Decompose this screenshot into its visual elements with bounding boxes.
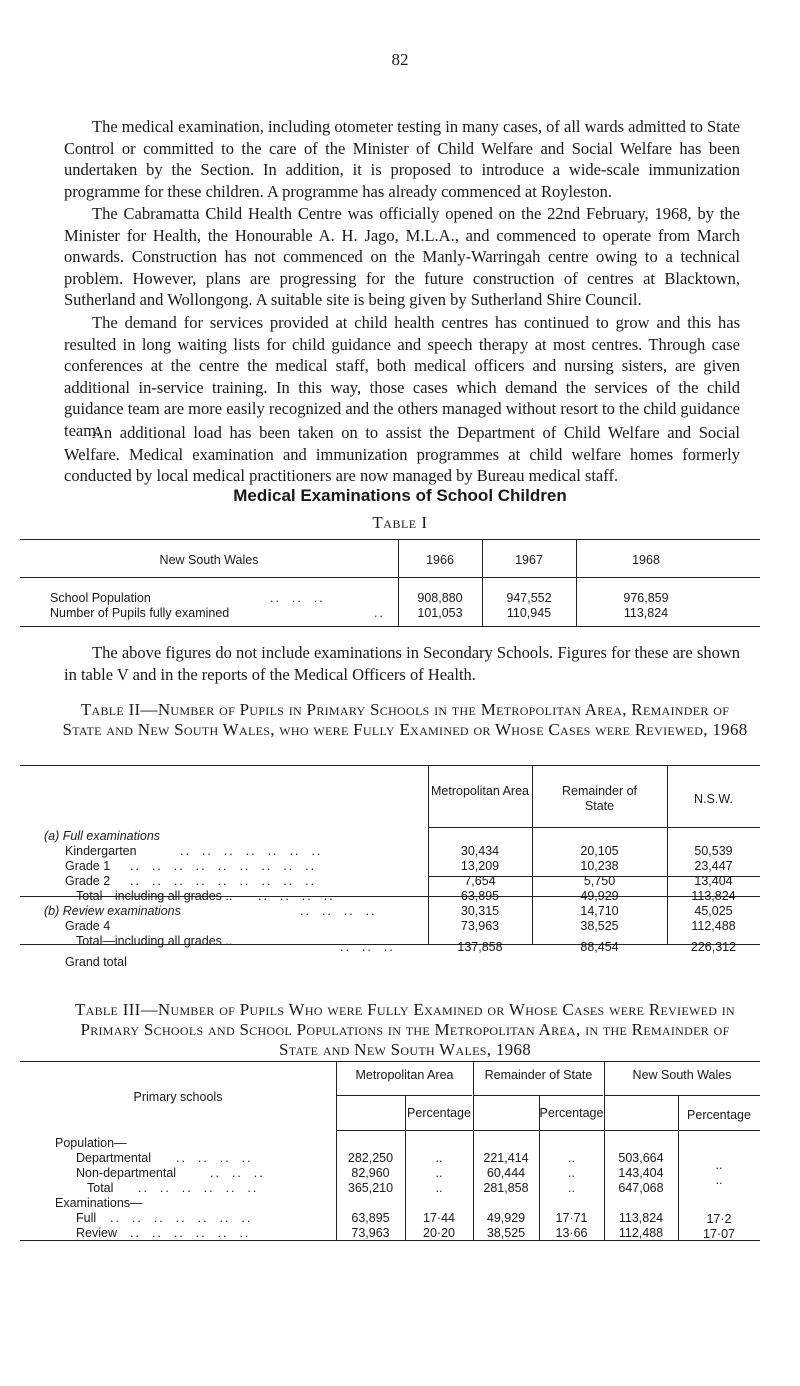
table1-note: The above figures do not include examinations in Secondary Schools. Figures for these are shown in table V and in the reports of the Medical Officers of Health. [64,643,740,684]
t2-remainder-cell: 5,750 [583,874,616,888]
t3-metro-pct: 20·20 [423,1226,455,1240]
t3-nsw-cell: 503,664 [618,1151,664,1165]
t2-nsw-cell: 13,404 [694,874,733,888]
t2-metro-cell: 30,315 [460,904,500,918]
t3-metro-cell: 365,210 [347,1181,394,1195]
t1-header-region: New South Wales [159,553,259,567]
t2-nsw-cell: 226,312 [690,940,737,954]
t1-header-1966: 1966 [426,553,454,567]
t3-label: Review [76,1226,117,1240]
t3-remainder-pct: .. [568,1181,575,1195]
t3-label: Population— [55,1136,127,1150]
t2-header-nsw: N.S.W. [694,792,733,806]
t3-metro-pct: .. [435,1151,443,1165]
t3-label: Examinations— [55,1196,143,1210]
t3-label: Full [76,1211,97,1225]
t2-label: Grade 1 [65,859,111,873]
t2-remainder-cell: 20,105 [580,844,619,858]
table3-title: Table III—Number of Pupils Who were Fully Examined or Whose Cases were Reviewed in Primary Schools and School Populations in the Metropolitan Area, in the Remainder of State and New South Wales, 1968 [74,1000,736,1059]
t2-label: Grade 4 [65,919,111,933]
t2-label: Kindergarten [65,844,137,858]
t3-pct-header: Percentage [407,1106,471,1120]
table-2: Metropolitan Area Remainder of State N.S.W. (a) Full examinations Kindergarten Grade 1 Grade 2 Total—including all grades .. (b) Review examinations Grade 4 Total—including all grades .. Grand total .. .. .. .. .. .. .. .. .. .. .. .. .. .. .. .. .. .. .. .. .. .. .. .. .. .. .. .. .. 30,434 13,209 7,654 63,895 20,105 10,238 5,750 49,929 50,539 23,447 13,404 113,824 [0,0,800,1386]
t2-remainder-cell: 10,238 [580,859,619,873]
t3-remainder-pct: .. [568,1166,575,1180]
t3-nsw-pct: .. [715,1158,723,1172]
t3-remainder-cell: 221,414 [483,1151,529,1165]
t3-nsw-cell: 113,824 [618,1211,664,1225]
t2-nsw-cell: 113,824 [691,889,736,903]
t3-metro-pct: .. [435,1181,443,1195]
t1-row-label: School Population [50,591,151,605]
t3-remainder-pct: 13·66 [555,1226,588,1240]
table2-title: Table II—Number of Pupils in Primary Schools in the Metropolitan Area, Remainder of State and New South Wales, who were Fully Examined or Whose Cases were Reviewed, 1968 [62,700,748,739]
t3-nsw-cell: 143,404 [618,1166,664,1180]
paragraph-3: The demand for services provided at child health centres has continued to grow and this has resulted in long waiting lists for child guidance and speech therapy at most centres. Through case conferences at the centre the medical staff, both medical officers and nursing sisters, are given additional in-service training. In this way, those cases which demand the services of the child guidance team are more easily recognized and the others managed without resort to the child guidance team. [64,313,740,440]
t3-label: Departmental [76,1151,152,1165]
t3-nsw-pct: 17·2 [706,1212,732,1226]
t3-group-remainder: Remainder of State [484,1068,593,1082]
table-1: New South Wales 1966 1967 1968 School Population .. .. .. Number of Pupils fully examined .. 908,880 101,053 947,552 110,945 976,859 113,824 [0,0,800,1386]
t3-remainder-cell: 38,525 [486,1226,526,1240]
t2-remainder-cell: 14,710 [580,904,619,918]
table1-title: Table I [372,513,428,532]
t3-label: Total [87,1181,114,1195]
t3-remainder-cell: 60,444 [486,1166,526,1180]
t3-remainder-pct: .. [568,1151,575,1165]
t1-cell: 976,859 [623,591,669,605]
t1-header-1967: 1967 [515,553,543,567]
t2-metro-cell: 7,654 [464,874,496,888]
t3-metro-pct: 17·44 [423,1211,455,1225]
t2-label: (a) Full examinations [44,829,161,843]
t1-cell: 947,552 [506,591,552,605]
t2-nsw-cell: 45,025 [694,904,733,918]
t2-remainder-cell: 38,525 [580,919,619,933]
t3-label: Non-departmental [76,1166,177,1180]
t2-header-metro: Metropolitan Area [431,784,529,798]
table-2-lower: 30,315 73,963 137,858 14,710 38,525 88,454 45,025 112,488 226,312 .. .. .. .. .. .. .. [0,0,800,1386]
t2-nsw-cell: 112,488 [691,919,736,933]
t3-nsw-pct: 17·07 [703,1227,735,1241]
t2-remainder-cell: 49,929 [580,889,619,903]
t3-remainder-cell: 49,929 [486,1211,526,1225]
t3-metro-cell: 282,250 [347,1151,394,1165]
section-heading: Medical Examinations of School Children [233,486,567,505]
t3-group-metro: Metropolitan Area [355,1068,454,1082]
t1-cell: 113,824 [623,606,669,620]
t2-metro-cell: 30,434 [460,844,500,858]
paragraph-1: The medical examination, including otometer testing in many cases, of all wards admitted to State Control or committed to the care of the Minister of Child Welfare and Social Welfare has been undertaken by the Section. In addition, it is proposed to introduce a wide-scale immunization programme for these children. A programme has already commenced at Royleston. [64,117,740,201]
t3-remainder-cell: 281,858 [483,1181,529,1195]
t3-metro-pct: .. [435,1166,443,1180]
t2-label: Grade 2 [65,874,111,888]
t2-label: Total—including all grades .. [76,934,233,948]
t3-metro-cell: 73,963 [351,1226,390,1240]
t3-nsw-cell: 112,488 [618,1226,664,1240]
t2-metro-cell: 137,858 [457,940,503,954]
t2-nsw-cell: 23,447 [694,859,733,873]
t1-cell: 101,053 [417,606,463,620]
page-number: 82 [391,50,409,69]
t1-cell: 110,945 [506,606,552,620]
t1-row-label: Number of Pupils fully examined [50,606,230,620]
t1-header-1968: 1968 [632,553,660,567]
t2-label: Grand total [65,955,127,969]
t3-pct-header: Percentage [687,1108,751,1122]
t3-pct-header: Percentage [539,1106,604,1120]
t2-label: (b) Review examinations [44,904,181,918]
t3-metro-cell: 63,895 [351,1211,390,1225]
t2-metro-cell: 73,963 [460,919,500,933]
t2-remainder-cell: 88,454 [580,940,619,954]
t3-remainder-pct: 17·71 [555,1211,588,1225]
t2-metro-cell: 13,209 [460,859,500,873]
paragraph-4: An additional load has been taken on to assist the Department of Child Welfare and Social Welfare. Medical examination and immunization programmes at child welfare homes formerly conducted by local medical practitioners are now managed by Bureau medical staff. [64,423,740,485]
t1-cell: 908,880 [417,591,463,605]
t2-label: Total—including all grades .. [76,889,233,903]
t3-stub-header: Primary schools [133,1090,223,1104]
t3-metro-cell: 82,960 [351,1166,390,1180]
t2-nsw-cell: 50,539 [694,844,733,858]
table-3: Primary schools Metropolitan Area Remainder of State New South Wales Percentage Percentage Percentage Population— Departmental Non-departmental Total Examinations— Full Review .. .. .. .. .. .. .. .. .. .. .. .. .. .. .. .. .. .. .. .. .. .. .. .. .. .. 282,250 82,960 365,210 63,895 73,963 .. .. .. 17·44 20·20 221,414 60,444 281,858 49,929 38,525 .. .. .. 17·71 13·66 503,664 143,404 647,068 113,824 112,488 .. .. 17·2 17·07 [0,0,800,1386]
t2-metro-cell: 63,895 [460,889,500,903]
t3-nsw-cell: 647,068 [618,1181,664,1195]
t3-nsw-pct: .. [715,1173,723,1187]
t2-header-remainder: Remainder of State [561,784,638,813]
t3-group-nsw: New South Wales [632,1068,732,1082]
paragraph-2: The Cabramatta Child Health Centre was officially opened on the 22nd February, 1968, by the Minister for Health, the Honourable A. H. Jago, M.L.A., and commenced to operate from March onwards. Construction has not commenced on the Manly-Warringah centre owing to a technical problem. However, plans are progressing for the future construction of centres at Blacktown, Sutherland and Wollongong. A suitable site is being given by Sutherland Shire Council. [64,204,740,309]
